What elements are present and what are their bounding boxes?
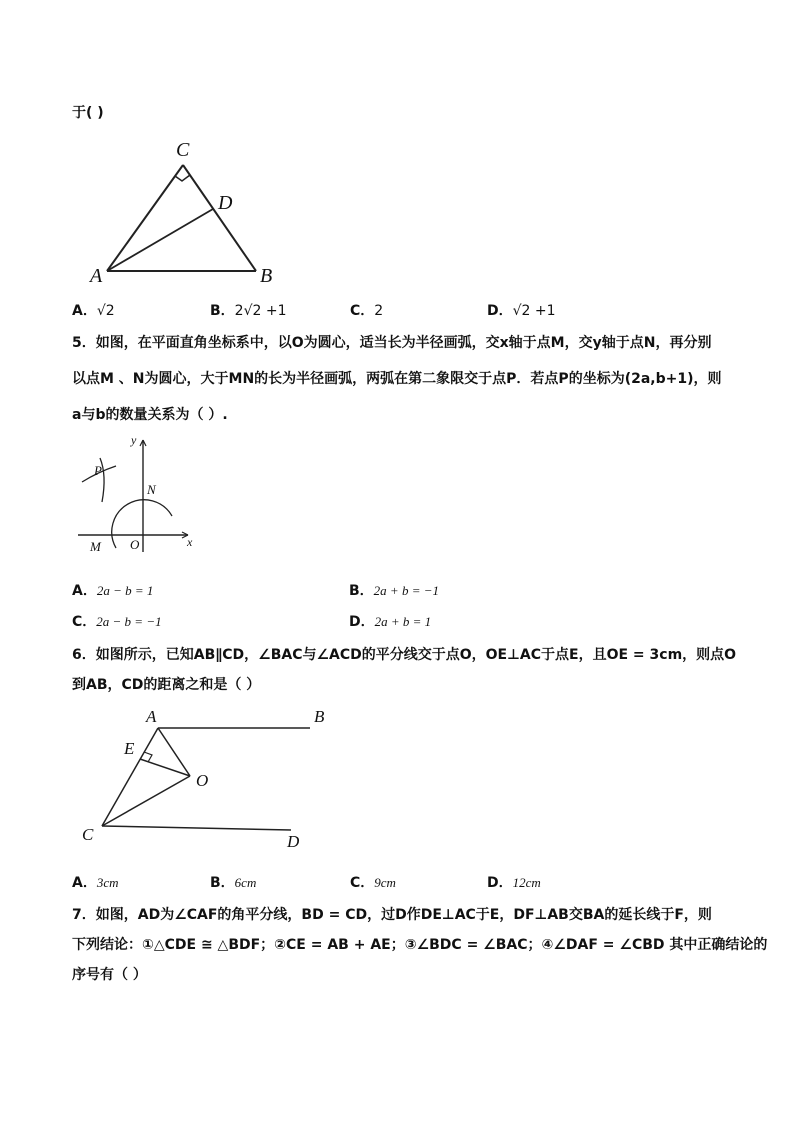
q7-line-1: 7．如图，AD为∠CAF的角平分线，BD = CD，过D作DE⊥AC于E，DF⊥AB交BA的延长线于F，则 xyxy=(72,907,712,923)
q5-label-M: M xyxy=(90,539,101,554)
q7-line-2: 下列结论：①△CDE ≅ △BDF；②CE = AB + AE；③∠BDC = ∠BAC；④∠DAF = ∠CBD 其中正确结论的 xyxy=(72,937,768,953)
option-value: 9cm xyxy=(374,875,396,890)
option-value: 2a − b = 1 xyxy=(96,583,154,598)
q6-option-a[interactable] xyxy=(72,872,119,892)
option-value: √2 +1 xyxy=(512,303,556,319)
option-label: A． xyxy=(72,303,97,319)
option-label: C． xyxy=(350,875,375,891)
option-label: A． xyxy=(72,875,97,891)
q6-option-d[interactable] xyxy=(487,872,541,892)
q5-label-N: N xyxy=(147,482,156,497)
q4-triangle-figure xyxy=(80,125,300,295)
option-label: D． xyxy=(487,303,513,319)
q4-label-C: C xyxy=(176,139,190,161)
option-value: 2a + b = 1 xyxy=(374,614,432,629)
q5-coordinate-figure xyxy=(74,432,204,562)
q5-option-d[interactable] xyxy=(349,611,431,631)
option-value: 2a − b = −1 xyxy=(96,614,162,629)
option-label: D． xyxy=(349,614,375,630)
option-value: √2 xyxy=(96,303,115,319)
q5-option-a[interactable] xyxy=(72,580,153,600)
option-label: B． xyxy=(349,583,374,599)
q6-label-C: C xyxy=(82,825,94,844)
q7-line-3: 序号有（ ） xyxy=(72,967,147,983)
option-label: C． xyxy=(350,303,375,319)
option-value: 2 xyxy=(374,303,384,319)
q4-label-B: B xyxy=(260,265,273,287)
q5-option-c[interactable] xyxy=(72,611,162,631)
q6-line-2: 到AB，CD的距离之和是（ ） xyxy=(72,677,261,693)
option-label: B． xyxy=(210,303,235,319)
q6-parallel-figure xyxy=(74,700,344,860)
q4-option-b[interactable] xyxy=(210,300,287,320)
q5-label-y: y xyxy=(131,433,137,447)
q5-line-3: a与b的数量关系为（ ）. xyxy=(72,407,228,423)
q4-option-d[interactable] xyxy=(487,300,556,320)
q5-label-P: P xyxy=(94,463,102,478)
q6-option-b[interactable] xyxy=(210,872,256,892)
q6-label-A: A xyxy=(146,707,157,726)
q6-option-c[interactable] xyxy=(350,872,396,892)
q4-label-A: A xyxy=(90,265,103,287)
q4-option-a[interactable] xyxy=(72,300,115,320)
q4-label-D: D xyxy=(218,192,233,214)
q5-label-O: O xyxy=(130,537,140,552)
q5-line-2: 以点M 、N为圆心，大于MN的长为半径画弧，两弧在第二象限交于点P．若点P的坐标为(2a,b+1)，则 xyxy=(72,371,722,387)
option-label: D． xyxy=(487,875,513,891)
option-value: 3cm xyxy=(96,875,119,890)
q4-option-c[interactable] xyxy=(350,300,383,320)
q4-tail: 于( ) xyxy=(72,105,104,121)
option-value: 2a + b = −1 xyxy=(373,583,439,598)
q5-label-x: x xyxy=(187,535,193,549)
q5-line-1: 5．如图，在平面直角坐标系中，以O为圆心，适当长为半径画弧，交x轴于点M，交y轴于点N，再分别 xyxy=(72,335,712,351)
q6-label-O: O xyxy=(196,771,209,790)
option-value: 6cm xyxy=(234,875,257,890)
option-label: C． xyxy=(72,614,97,630)
q6-label-D: D xyxy=(287,832,300,851)
q6-label-B: B xyxy=(314,707,325,726)
q6-line-1: 6．如图所示，已知AB∥CD，∠BAC与∠ACD的平分线交于点O，OE⊥AC于点E，且OE = 3cm，则点O xyxy=(72,647,737,663)
q5-option-b[interactable] xyxy=(349,580,439,600)
option-label: A． xyxy=(72,583,97,599)
q6-label-E: E xyxy=(124,739,135,758)
option-label: B． xyxy=(210,875,235,891)
option-value: 12cm xyxy=(512,875,541,890)
option-value: 2√2 +1 xyxy=(234,303,287,319)
